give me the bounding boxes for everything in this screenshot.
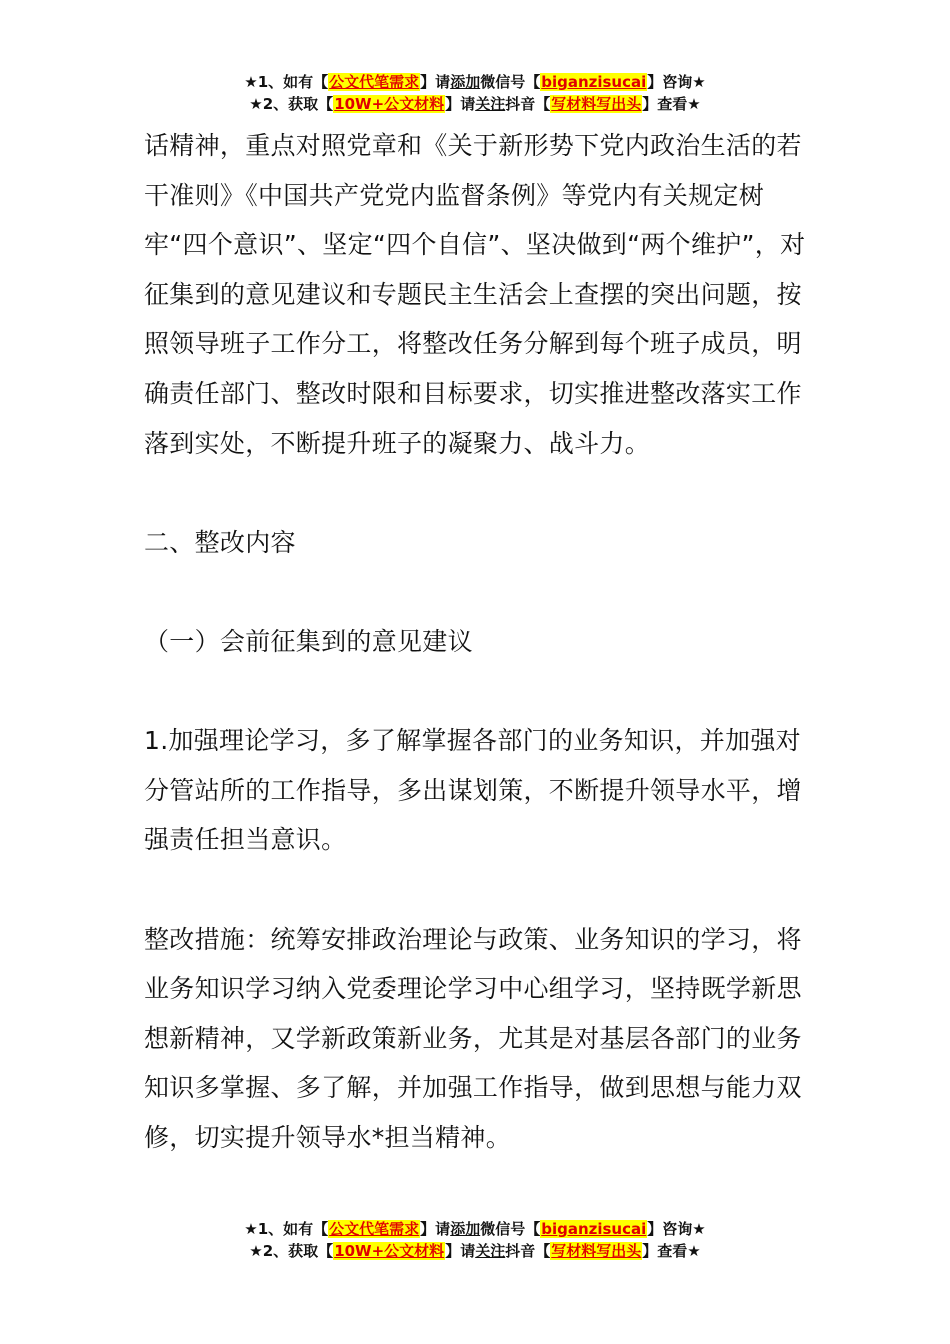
banner-text: ★2、获取【 [249, 1242, 334, 1260]
banner-text: 】请 [420, 73, 451, 91]
banner-text: ★1、如有【 [244, 1220, 329, 1238]
highlight-materials: 10W+公文材料 [334, 1242, 445, 1260]
banner-line-2 [0, 93, 950, 115]
banner-text: 】请 [445, 95, 476, 113]
highlight-douyin-account: 写材料写出头 [551, 95, 642, 113]
header-banner [0, 71, 950, 115]
section-heading: 二、整改内容 [144, 527, 296, 557]
footer-banner [0, 1218, 950, 1262]
banner-text: 】咨询★ [647, 1220, 706, 1238]
banner-text: 抖音【 [505, 1242, 551, 1260]
highlight-materials: 10W+公文材料 [334, 95, 445, 113]
banner-underlined-text: 关注 [475, 1242, 506, 1260]
banner-text: 】查看★ [642, 95, 701, 113]
highlight-service: 公文代笔需求 [329, 1220, 420, 1238]
intro-paragraph: 话精神，重点对照党章和《关于新形势下党内政治生活的若干准则》《中国共产党党内监督条例》等党内有关规定树牢“四个意识”、坚定“四个自信”、坚决做到“两个维护”，对征集到的意见建议和专题民主生活会上查摆的突出问题，按照领导班子工作分工，将整改任务分解到每个班子成员，明确责任部门、整改时限和目标要求，切实推进整改落实工作落到实处，不断提升班子的凝聚力、战斗力。 [144, 131, 806, 458]
banner-text: ★2、获取【 [249, 95, 334, 113]
banner-text: 抖音【 [505, 95, 551, 113]
item-paragraph: 1.加强理论学习，多了解掌握各部门的业务知识，并加强对分管站所的工作指导，多出谋划策，不断提升领导水平，增强责任担当意识。 [144, 726, 802, 855]
subsection-heading: （一）会前征集到的意见建议 [144, 626, 473, 656]
spacer [144, 667, 810, 717]
spacer [144, 567, 810, 617]
document-body [144, 121, 810, 1162]
highlight-douyin-account: 写材料写出头 [551, 1242, 642, 1260]
highlight-service: 公文代笔需求 [329, 73, 420, 91]
banner-text: ★1、如有【 [244, 73, 329, 91]
spacer [144, 468, 810, 518]
spacer [144, 865, 810, 915]
banner-text: 】请 [420, 1220, 451, 1238]
banner-underlined-text: 关注 [475, 95, 506, 113]
banner-text: 微信号【 [480, 1220, 541, 1238]
banner-underlined-text: 添加 [450, 1220, 481, 1238]
banner-line-2 [0, 1240, 950, 1262]
highlight-wechat-id: biganzisucai [541, 73, 647, 91]
measures-paragraph: 整改措施：统筹安排政治理论与政策、业务知识的学习，将业务知识学习纳入党委理论学习中心组学习，坚持既学新思想新精神，又学新政策新业务，尤其是对基层各部门的业务知识多掌握、多了解，并加强工作指导，做到思想与能力双修，切实提升领导水*担当精神。 [144, 924, 802, 1152]
banner-text: 】请 [445, 1242, 476, 1260]
banner-text: 】咨询★ [647, 73, 706, 91]
banner-line-1 [0, 1218, 950, 1240]
banner-line-1 [0, 71, 950, 93]
banner-underlined-text: 添加 [450, 73, 481, 91]
banner-text: 】查看★ [642, 1242, 701, 1260]
highlight-wechat-id: biganzisucai [541, 1220, 647, 1238]
banner-text: 微信号【 [480, 73, 541, 91]
